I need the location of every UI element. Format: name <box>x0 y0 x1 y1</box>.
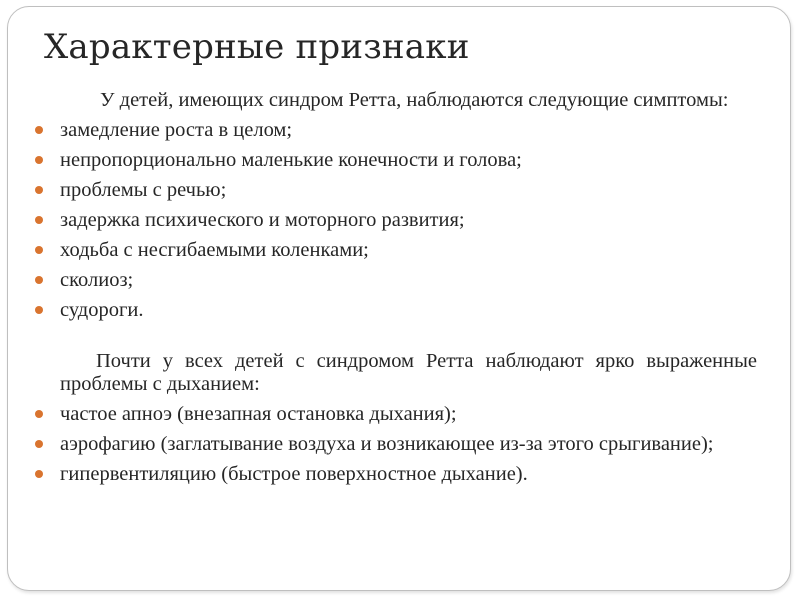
symptom-list <box>35 119 757 322</box>
list-item-text: сколиоз; <box>60 269 134 291</box>
list-item-text: аэрофагию (заглатывание воздуха и возникающее из-за этого срыгивание); <box>60 433 714 455</box>
bullet-icon <box>35 276 43 284</box>
bullet-icon <box>35 470 43 478</box>
bullet-icon <box>35 306 43 314</box>
list-item <box>35 239 757 262</box>
bullet-icon <box>35 216 43 224</box>
bullet-icon <box>35 410 43 418</box>
list-item-text: ходьба с несгибаемыми коленками; <box>60 239 369 261</box>
breathing-paragraph: Почти у всех детей с синдромом Ретта наблюдают ярко выраженные проблемы с дыханием: <box>60 350 757 395</box>
bullet-icon <box>35 246 43 254</box>
bullet-icon <box>35 186 43 194</box>
bullet-icon <box>35 440 43 448</box>
list-item <box>35 299 757 322</box>
list-item-text: непропорционально маленькие конечности и голова; <box>60 149 522 171</box>
bullet-icon <box>35 126 43 134</box>
list-item-text: гипервентиляцию (быстрое поверхностное дыхание). <box>60 463 528 485</box>
slide <box>7 6 791 591</box>
list-item <box>35 119 757 142</box>
list-item-text: задержка психического и моторного развития; <box>60 209 465 231</box>
breathing-list <box>35 403 757 486</box>
bullet-icon <box>35 156 43 164</box>
list-item-text: частое апноэ (внезапная остановка дыхания); <box>60 403 457 425</box>
intro-paragraph: У детей, имеющих синдром Ретта, наблюдаются следующие симптомы: <box>100 89 729 111</box>
list-item <box>35 269 757 292</box>
list-item-text: судороги. <box>60 299 144 321</box>
list-item <box>35 463 757 486</box>
list-item-text: замедление роста в целом; <box>60 119 293 141</box>
list-item <box>35 149 757 172</box>
slide-title: Характерные признаки <box>44 27 470 67</box>
list-item <box>35 179 757 202</box>
slide-body <box>35 89 757 493</box>
list-item <box>35 433 757 456</box>
list-item <box>35 403 757 426</box>
list-item <box>35 209 757 232</box>
list-item-text: проблемы с речью; <box>60 179 227 201</box>
